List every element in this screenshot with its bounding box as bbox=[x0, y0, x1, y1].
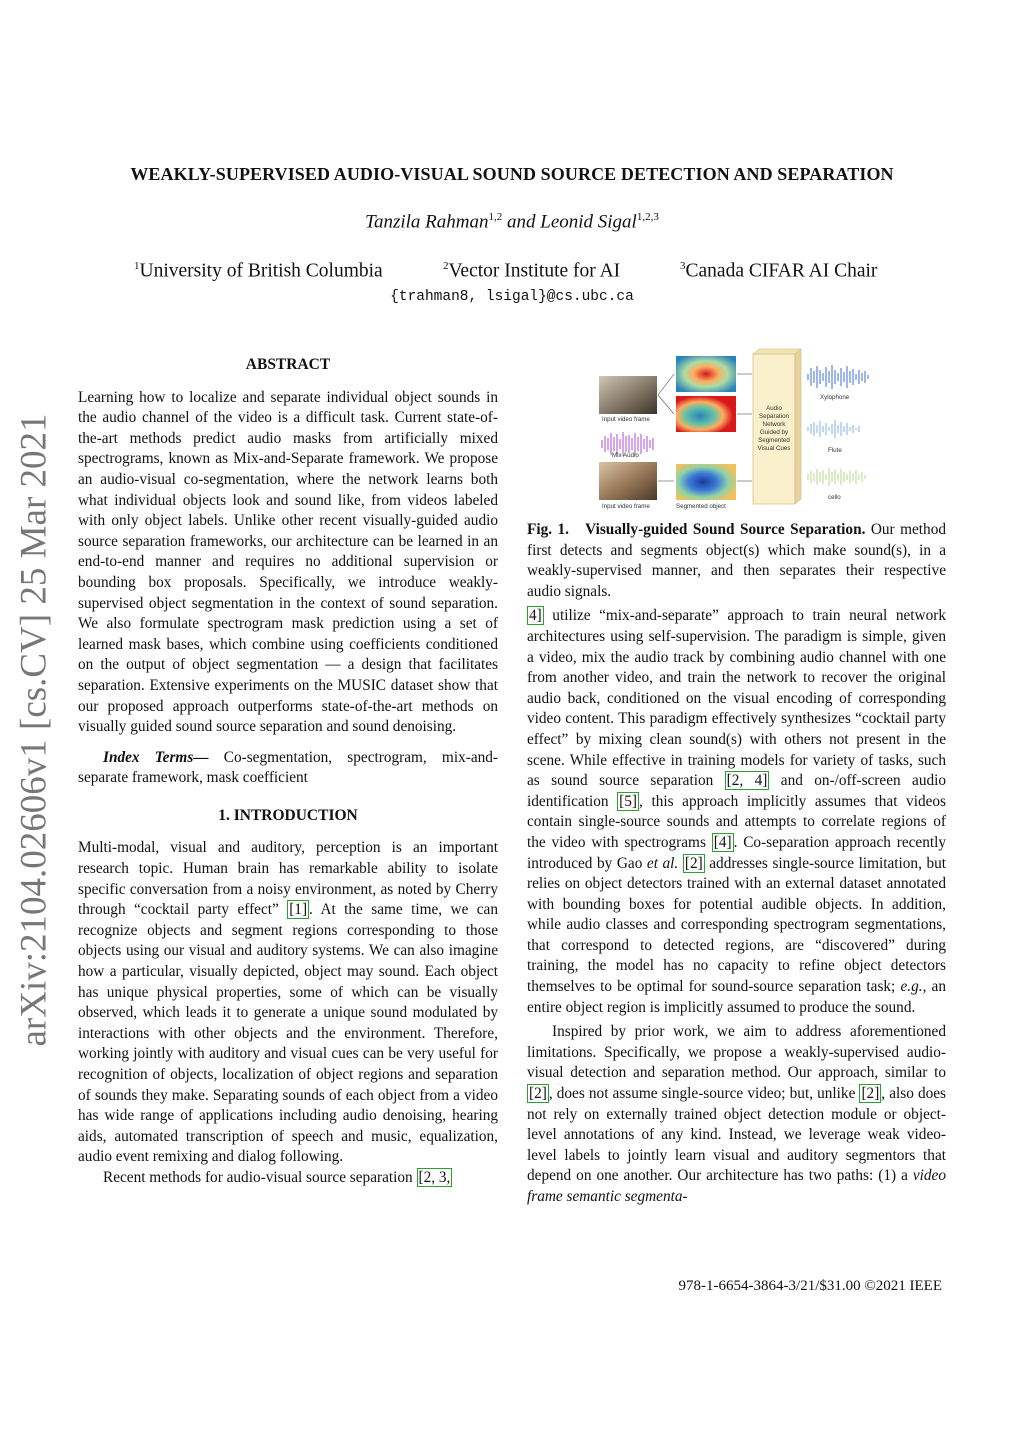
author-1-affil: 1,2 bbox=[488, 211, 503, 223]
citation-link[interactable]: [2] bbox=[861, 1085, 880, 1103]
intro-r1-text-g: , an entire object region is implicitly assumed to produce the sound. bbox=[527, 978, 946, 1016]
cello-label: cello bbox=[828, 494, 841, 501]
author-1: Tanzila Rahman bbox=[365, 211, 489, 233]
index-terms-text: Co-segmentation, spectrogram, mix-and-separate framework, mask coefficient bbox=[78, 748, 498, 787]
affiliation-2 bbox=[443, 260, 620, 283]
paper-title: WEAKLY-SUPERVISED AUDIO-VISUAL SOUND SOURCE DETECTION AND SEPARATION bbox=[130, 164, 894, 184]
right-column bbox=[527, 520, 946, 1208]
intro-r2-text-a: Inspired by prior work, we aim to address aforementioned limitations. Specifically, we propose a weakly-supervised audio-visual detection and separation method. Our approach, similar to bbox=[527, 1023, 946, 1082]
figure-caption-number: Fig. 1 bbox=[527, 521, 566, 538]
segmentation-heatmap-3 bbox=[676, 464, 736, 500]
intro-r1-text-b: and on-/off-screen audio identification bbox=[527, 772, 947, 810]
intro-continued-paragraph bbox=[527, 606, 946, 1018]
intro-r1-text-d: . Co-separation approach recently introduced by Gao bbox=[527, 833, 946, 872]
network-label-line-4: Guided by bbox=[759, 429, 789, 436]
intro-r1-etal: et al. bbox=[646, 854, 679, 872]
intro-p2-text-a: Recent methods for audio-visual source separation bbox=[103, 1168, 417, 1186]
intro-r1-eg: e.g. bbox=[900, 978, 923, 996]
citation-link[interactable]: [2] bbox=[684, 854, 703, 872]
intro-r2-text-b: , does not assume single-source video; but, unlike bbox=[548, 1085, 860, 1103]
arxiv-stamp bbox=[14, 400, 54, 1060]
citation-link[interactable]: 4] bbox=[529, 607, 542, 625]
segmentation-heatmap-2 bbox=[676, 396, 736, 432]
input-frame-2-label: Input video frame bbox=[602, 503, 650, 510]
intro-p1-text-b: . At the same time, we can recognize objects and segment regions corresponding to those objects using our visual and auditory systems. We can also imagine how a particular, visually depicted, object may sound. Each object has unique physical properties, some of which can be visually observed, which leads it to generate a unique sound modulated by interactions with other objects and the environment. Therefore, working jointly with auditory and visual cues can be very useful for recognition of objects, localization of object regions and separation of sounds they make. Separating sounds of each object from a video has wide range of applications including audio denoising, hearing aids, automated transcription of speech and music, equalization, audio event remixing and dialog following. bbox=[78, 901, 498, 1166]
citation-link[interactable]: [5] bbox=[619, 792, 638, 810]
segmented-object-label: Segmented object bbox=[676, 503, 726, 510]
network-label-line-2: Separation bbox=[759, 413, 789, 420]
segmentation-heatmap-1 bbox=[676, 356, 736, 392]
affiliation-2-name: Vector Institute for AI bbox=[448, 260, 621, 282]
intro-r1-text-a: utilize “mix-and-separate” approach to train neural network architectures using self-supervision. The paradigm is simple, given a video, mix the audio track by combining audio channel with one from another video, and train the network to recover the original audio back, conditioned on the visual encoding of corresponding video content. This paradigm effectively synthesizes “cocktail party effect” by mixing clean sound(s) with others not present in the scene. While effective in training models for variety of tasks, such as sound source separation bbox=[527, 607, 946, 790]
abstract-text: Learning how to localize and separate individual object sounds in the audio channel of the video is a difficult task. Current state-of-the-art methods predict audio masks from artificially mixed spectrograms, known as Mix-and-Separate framework. We propose an audio-visual co-segmentation, where the network learns both what individual objects look and sound like, from videos labeled with only object labels. Unlike other recent visually-guided audio source separation frameworks, our architecture can be learned in an end-to-end manner and requires no additional supervision or bounding box proposals. Specifically, we introduce weakly-supervised object segmentation in the context of sound separation. We also formulate spectrogram mask prediction using a set of learned mask bases, which combine using coefficients conditioned on the output of object segmentation — a design that facilitates separation. Extensive experiments on the MUSIC dataset show that our proposed approach outperforms state-of-the-art methods on visually guided sound source separation and sound denoising. bbox=[78, 388, 498, 736]
citation-link[interactable]: [2, 4] bbox=[726, 772, 768, 790]
intro-heading: 1. INTRODUCTION bbox=[218, 806, 358, 824]
arxiv-id: arXiv:2104.02606v1 [cs.CV] 25 Mar 2021 bbox=[13, 413, 55, 1047]
flute-label: Flute bbox=[828, 447, 842, 454]
network-label-line-5: Segmented bbox=[758, 437, 790, 444]
citation-link[interactable]: [2] bbox=[529, 1085, 547, 1103]
figure-caption-title: Visually-guided Sound Source Separation. bbox=[585, 521, 866, 538]
affiliation-3-num: 3 bbox=[680, 260, 686, 272]
intro-r2-emphasis: video frame semantic segmenta- bbox=[527, 1167, 946, 1205]
figure-caption: Fig. 1. Visually-guided Sound Source Separation. Our method first detects and segments object(s) which make sound(s), in a weakly-supervised manner, and then separates their respective audio signals. bbox=[527, 521, 946, 600]
affiliation-1 bbox=[134, 260, 383, 283]
author-email: {trahman8, lsigal}@cs.ubc.ca bbox=[390, 289, 634, 305]
author-2-affil: 1,2,3 bbox=[636, 211, 659, 223]
intro-r2-text-c: , also does not rely on externally trained object detection module or object-level annotations of any kind. Instead, we leverage weak video-level labels to jointly learn visual and auditory segmentors that depend on one another. Our architecture has two paths: (1) a bbox=[527, 1085, 946, 1185]
xylophone-label: Xylophone bbox=[820, 394, 850, 401]
input-frame-2-image bbox=[599, 462, 657, 500]
authors bbox=[0, 211, 1024, 233]
figure-1 bbox=[596, 348, 886, 513]
copyright-footer: 978-1-6654-3864-3/21/$31.00 ©2021 IEEE bbox=[678, 1278, 942, 1294]
cello-waveform bbox=[808, 468, 865, 486]
author-2: Leonid Sigal bbox=[540, 211, 637, 233]
affiliation-1-num: 1 bbox=[134, 260, 140, 272]
network-label-line-3: Network bbox=[762, 421, 786, 428]
intro-paragraph-3 bbox=[527, 1022, 946, 1207]
affiliation-2-num: 2 bbox=[443, 260, 449, 272]
abstract-heading: ABSTRACT bbox=[245, 356, 331, 373]
citation-link[interactable]: [2, 3, bbox=[418, 1168, 451, 1186]
author-conjunction: and bbox=[507, 211, 536, 233]
citation-link[interactable]: [4] bbox=[713, 833, 732, 851]
affiliation-3 bbox=[680, 260, 877, 283]
network-label-line-1: Audio bbox=[766, 405, 782, 412]
left-column bbox=[78, 355, 498, 1189]
intro-r1-text-c: , this approach implicitly assumes that videos contain single-source sounds and attempts to correlate regions of the video with spectrograms bbox=[527, 792, 946, 851]
intro-paragraph-1 bbox=[78, 838, 498, 1168]
figure-caption-text: Our method first detects and segments object(s) which make sound(s), in a weakly-supervised manner, and then separates their respective audio signals. bbox=[527, 521, 946, 600]
mix-audio-label: Mix Audio bbox=[612, 452, 639, 459]
index-terms bbox=[78, 748, 498, 789]
intro-p1-text-a: Multi-modal, visual and auditory, perception is an important research topic. Human brain has remarkable ability to isolate specific conversation from a noisy environment, as noted by Cherry through “cocktail party effect” bbox=[78, 839, 498, 919]
input-frame-1-label: Input video frame bbox=[602, 416, 650, 423]
index-terms-label: Index Terms— bbox=[103, 748, 209, 766]
affiliation-3-name: Canada CIFAR AI Chair bbox=[685, 260, 878, 282]
affiliation-1-name: University of British Columbia bbox=[139, 260, 383, 282]
flute-waveform bbox=[808, 420, 859, 438]
xylophone-waveform bbox=[808, 365, 868, 389]
intro-paragraph-2 bbox=[78, 1168, 498, 1189]
citation-link[interactable]: [1] bbox=[289, 901, 308, 919]
input-frame-1-image bbox=[599, 376, 657, 414]
intro-r1-text-f: addresses single-source limitation, but relies on object detectors trained with an external dataset annotated with bounding boxes for potential audible objects. In addition, while audio classes and corresponding spectrogram segmentations, that correspond to detected regions, are “discovered” during training, the model has no capacity to refine object detectors themselves to be optimal for sound-source separation task; bbox=[527, 854, 947, 996]
network-label-line-6: Visual Cues bbox=[757, 445, 791, 452]
